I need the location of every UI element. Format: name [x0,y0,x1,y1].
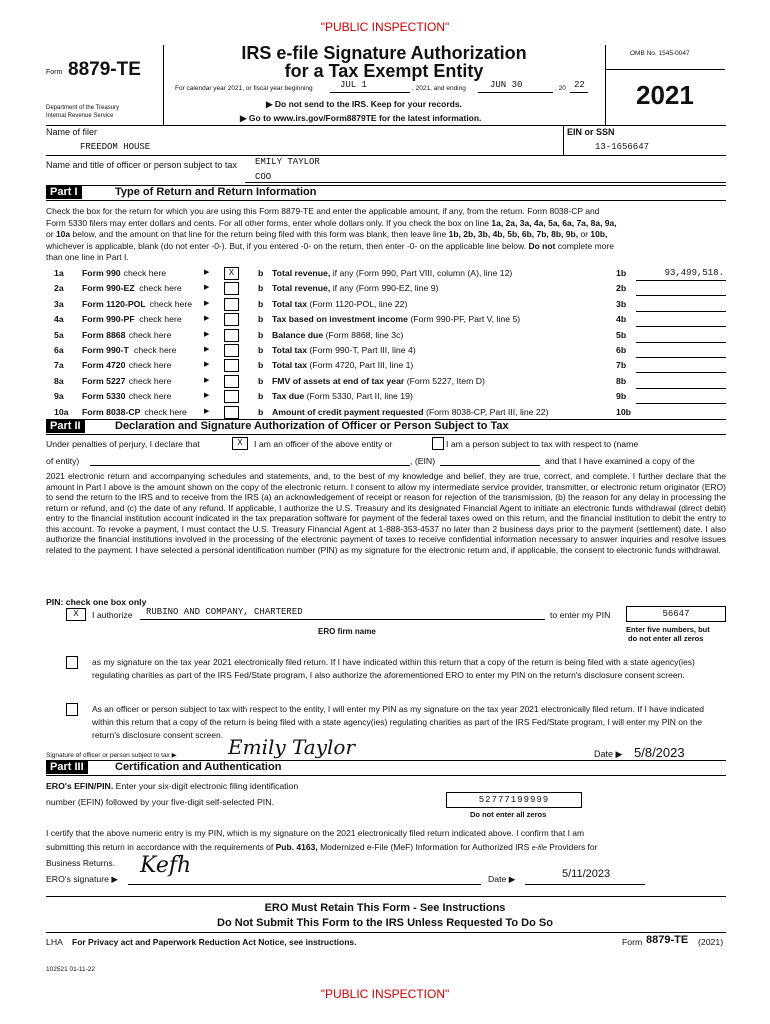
entity-ein-label: , (EIN) [410,456,436,466]
form-name: Form 4720 [82,360,126,371]
line-b-letter: b [258,345,264,355]
line-number: 9a [54,391,64,402]
line-ref: 6b [616,345,627,355]
amount-underline [636,372,726,373]
return-checkbox[interactable] [224,313,239,326]
to-enter-pin-text: to enter my PIN [550,610,611,620]
return-checkbox[interactable] [224,390,239,403]
ero-date-label: Date ▶ [488,874,516,884]
line-ref: 10b [616,406,631,417]
part1-row-8a [46,376,726,391]
line-description: Total revenue, if any (Form 990, Part VIII, column (A), line 12) [272,268,513,278]
form-number: 8879-TE [68,59,141,80]
form-name: Form 8868 [82,329,126,340]
line-description: Total revenue, if any (Form 990-EZ, line 9) [272,283,439,294]
footer-form-number: 8879-TE [646,934,689,946]
irs-url-notice: ▶ Go to www.irs.gov/Form8879TE for the latest information. [240,113,482,123]
amount-underline [636,342,726,343]
part1-row-9a [46,391,726,406]
line-b-letter: b [258,314,264,325]
line-b-letter: b [258,268,264,278]
line-description: Balance due (Form 8868, line 3c) [272,329,404,340]
form-subtitle: for a Tax Exempt Entity [284,61,484,81]
return-checkbox[interactable] [224,359,239,372]
line-ref: 1b [616,268,627,278]
line-description: Total tax (Form 1120-POL, line 22) [272,298,408,309]
fiscal-year-end: JUN 30 [490,80,523,90]
line-number: 4a [54,314,64,325]
return-checkbox[interactable] [224,298,239,311]
efin-no-zeros-note: Do not enter all zeros [470,810,547,819]
arrow-icon: ▶ [204,269,210,276]
line-description: Tax based on investment income (Form 990-PF, Part V, line 5) [272,314,521,325]
part1-row-4a [46,314,726,329]
part1-row-6a [46,345,726,360]
department-label: Department of the Treasury [46,105,120,111]
officer-date-label: Date ▶ [594,749,623,759]
ero-certification: I certify that the above numeric entry is my PIN, which is my signature on the 2021 electronically filed return indicated above. I confirm that I am submitting this return in accordance with the requirements of Pub. 4163, Modernized e-File (MeF) Information for Authorized IRS e-file Providers for Business Returns. [46,828,598,868]
line-b-letter: b [258,283,264,294]
part1-row-5a [46,330,726,345]
do-not-submit-notice: Do Not Submit This Form to the IRS Unless Requested To Do So [217,917,553,929]
form-code: 102521 01-11-22 [46,966,96,973]
arrow-icon: ▶ [204,376,210,384]
arrow-icon: ▶ [204,346,210,353]
officer-name: EMILY TAYLOR [255,157,320,167]
check-here-text: check here [149,298,193,309]
amount-underline [636,311,726,312]
self-pin-checkbox[interactable] [66,703,78,716]
arrow-icon: ▶ [204,315,210,323]
officer-title: COO [255,172,272,182]
irs-label: Internal Revenue Service [46,113,114,119]
check-here-text: check here [139,314,182,325]
part1-title: Type of Return and Return Information [115,186,317,198]
amount-underline [636,280,726,281]
form-word: Form [46,69,63,76]
ero-pin-paragraph: as my signature on the tax year 2021 electronically filed return. If I have indicated within this return that a copy of the return is being filed with a state agency(ies) regulating charities as part of the IRS Fed/State program, I also authorize the aforementioned ERO to enter my PIN on the return's disclosure consent screen. [92,657,695,680]
examined-text: and that I have examined a copy of the [545,456,695,466]
authorize-text: I authorize [92,610,133,620]
form-name: Form 8038-CP [82,406,141,417]
declaration-text: Under penalties of perjury, I declare that [46,439,200,449]
part2-label: Part II [46,420,85,433]
line-description: Amount of credit payment requested (Form 8038-CP, Part III, line 22) [272,406,549,417]
arrow-icon: ▶ [204,299,210,307]
arrow-icon: ▶ [204,407,210,415]
end-year-prefix: , 20 [555,85,566,92]
form-name: Form 1120-POL [82,298,146,309]
efin-instruction-2: number (EFIN) followed by your five-digit self-selected PIN. [46,797,274,807]
ero-pin-checkbox[interactable]: X [66,608,86,621]
part3-label: Part III [46,761,88,774]
form-name: Form 990 [82,268,121,278]
arrow-icon: ▶ [204,330,210,338]
line-number: 7a [54,360,64,371]
line-b-letter: b [258,375,264,386]
officer-signature-label: Signature of officer or person subject to tax ▶ [46,752,177,759]
return-checkbox[interactable] [224,344,239,357]
return-checkbox[interactable] [224,282,239,295]
return-checkbox[interactable] [224,375,239,388]
line-ref: 8b [616,375,627,386]
ero-signature[interactable]: Kefh [140,853,192,878]
amount-underline [636,388,726,389]
public-inspection-footer: "PUBLIC INSPECTION" [320,987,450,1001]
ein-value: 13-1656647 [595,142,650,152]
line-ref: 7b [616,360,627,371]
part1-label: Part I [46,186,82,199]
footer-form-year: (2021) [698,937,724,947]
amount-underline [636,295,726,296]
calendar-year-text: For calendar year 2021, or fiscal year beginning [175,85,313,92]
check-here-text: check here [128,375,172,386]
officer-signature[interactable]: Emily Taylor [228,735,356,759]
line-ref: 4b [616,314,627,325]
line-b-letter: b [258,329,264,340]
person-option-text: I am a person subject to tax with respect to (name [446,439,639,449]
pin-heading: PIN: check one box only [46,597,147,607]
five-numbers-note: Enter five numbers, but [626,625,710,634]
arrow-icon: ▶ [204,392,210,400]
line-b-letter: b [258,391,264,402]
retain-notice: ERO Must Retain This Form - See Instructions [264,902,506,914]
officer-date: 5/8/2023 [634,745,685,760]
check-here-text: check here [134,345,177,355]
line-b-letter: b [258,298,264,309]
line-description: Tax due (Form 5330, Part II, line 19) [272,391,413,402]
officer-checkbox[interactable]: X [232,437,248,450]
amount-underline [636,403,726,404]
part3-title: Certification and Authentication [115,761,282,773]
entity-label: of entity) [46,456,80,466]
line-ref: 3b [616,298,627,309]
line-ref: 2b [616,283,627,294]
do-not-send-notice: ▶ Do not send to the IRS. Keep for your records. [266,99,462,109]
line-description: FMV of assets at end of tax year (Form 5227, Item D) [272,375,485,386]
fiscal-year-begin: JUL 1 [340,80,368,90]
public-inspection-header: "PUBLIC INSPECTION" [320,20,450,34]
line-number: 6a [54,345,64,355]
efin-pin-field[interactable]: 52777199999 [446,792,582,808]
omb-number: OMB No. 1545-0047 [630,50,690,57]
form-title: IRS e-file Signature Authorization [241,43,527,63]
form-name: Form 5330 [82,391,126,402]
amount-underline [636,357,726,358]
tax-year: 2021 [636,80,694,110]
line-description: Total tax (Form 990-T, Part III, line 4) [272,345,416,355]
end-year: 22 [574,80,585,90]
footer-form-word: Form [622,937,643,947]
person-checkbox[interactable] [432,437,444,450]
filer-name-label: Name of filer [46,127,98,137]
line-number: 2a [54,283,64,294]
form-name: Form 5227 [82,375,126,386]
part1-row-3a [46,299,726,314]
fiscal-mid-text: , 2021, and ending [412,85,466,92]
ero-pin-option-spacer [66,656,78,669]
line-ref: 5b [616,329,627,340]
line-number: 1a [54,268,64,278]
ero-date: 5/11/2023 [562,868,611,880]
check-here-text: check here [139,283,182,294]
filer-name: FREEDOM HOUSE [80,142,151,152]
ero-firm-label: ERO firm name [318,627,376,636]
line-ref: 9b [616,391,627,402]
line-amount[interactable]: 93,499,518. [664,268,724,278]
line-description: Total tax (Form 4720, Part III, line 1) [272,360,414,371]
officer-option-text: I am an officer of the above entity or [254,439,393,449]
line-number: 8a [54,375,64,386]
line-number: 10a [54,406,69,417]
form-name: Form 990-EZ [82,283,135,294]
part1-row-2a [46,283,726,298]
form-name: Form 990-T [82,345,129,355]
arrow-icon: ▶ [204,284,210,292]
ero-firm-name: RUBINO AND COMPANY, CHARTERED [146,607,303,617]
no-zeros-note: do not enter all zeros [628,634,704,643]
ein-label: EIN or SSN [567,127,615,137]
line-number: 5a [54,329,64,340]
return-checkbox[interactable]: X [224,267,239,280]
return-checkbox[interactable] [224,329,239,342]
declaration-paragraph: 2021 electronic return and accompanying schedules and statements, and, to the best of my knowledge and belief, they are true, correct, and complete. I further declare that the amount in Part I above is the amount shown on the copy of the electronic return. I consent to allow my intermediate service provider, transmitter, or electronic return originator (ERO) to send the return to the IRS and to receive from the IRS (a) an acknowledgement of receipt or reason for rejection of the transmission, (b) the reason for any delay in processing the return or refund, and (c) the date of any refund. If applicable, I authorize the U.S. Treasury and its designated Financial Agent to initiate an electronic funds withdrawal (direct debit) entry to the financial institution account indicated in the tax preparation software for payment of the federal taxes owed on this return, and the financial institution to debit the entry to this account. To revoke a payment, I must contact the U.S. Treasury Financial Agent at 1-888-353-4537 no later than 2 business days prior to the payment (settlement) date. I also authorize the financial institutions involved in the processing of the electronic payment of taxes to receive confidential information necessary to answer inquiries and resolve issues related to the payment. I have selected a personal identification number (PIN) as my signature for the electronic return and, if applicable, the consent to electronic funds withdrawal. [46,471,726,555]
line-b-letter: b [258,360,264,371]
arrow-icon: ▶ [204,361,210,369]
check-here-text: check here [128,391,172,402]
amount-underline [636,326,726,327]
officer-pin-field[interactable]: 56647 [626,606,726,622]
return-checkbox[interactable] [224,406,239,419]
efin-instruction-1: ERO's EFIN/PIN. Enter your six-digit electronic filing identification [46,781,299,791]
check-here-text: check here [128,360,172,371]
check-here-text: check here [144,406,187,417]
line-b-letter: b [258,406,264,417]
check-here-text: check here [128,329,172,340]
part2-title: Declaration and Signature Authorization of Officer or Person Subject to Tax [115,420,509,432]
officer-label: Name and title of officer or person subject to tax [46,160,237,170]
check-here-text: check here [123,268,167,278]
self-pin-paragraph: As an officer or person subject to tax with respect to the entity, I will enter my PIN as my signature on the tax year 2021 electronically filed return. If I have indicated within this return that a copy of the return is being filed with a state agency(ies) regulating charities as part of the IRS Fed/State program, I will enter my PIN on the return's disclosure consent screen. [92,704,704,740]
part1-instructions: Check the box for the return for which you are using this Form 8879-TE and enter the applicable amount, if any, from the return. Form 8038-CP and Form 5330 filers may enter dollars and cents. For all other forms, enter whole dollars only. If you check the box on line 1a, 2a, 3a, 4a, 5a, 6a, 7a, 8a, 9a, or 10a below, and the amount on that line for the return being filed with this form was blank, then leave line 1b, 2b, 3b, 4b, 5b, 6b, 7b, 8b, 9b, or 10b, whichever is applicable, blank (do not enter -0-). But, if you entered -0- on the return, then enter -0- on the applicable line below. Do not complete more than one line in Part I. [46,206,617,262]
part1-row-1a [46,268,726,283]
line-number: 3a [54,298,64,309]
ero-signature-label: ERO's signature ▶ [46,874,119,884]
part1-row-7a [46,360,726,375]
privacy-notice: For Privacy act and Paperwork Reduction Act Notice, see instructions. [72,937,357,947]
form-name: Form 990-PF [82,314,135,325]
lha-label: LHA [46,937,63,947]
